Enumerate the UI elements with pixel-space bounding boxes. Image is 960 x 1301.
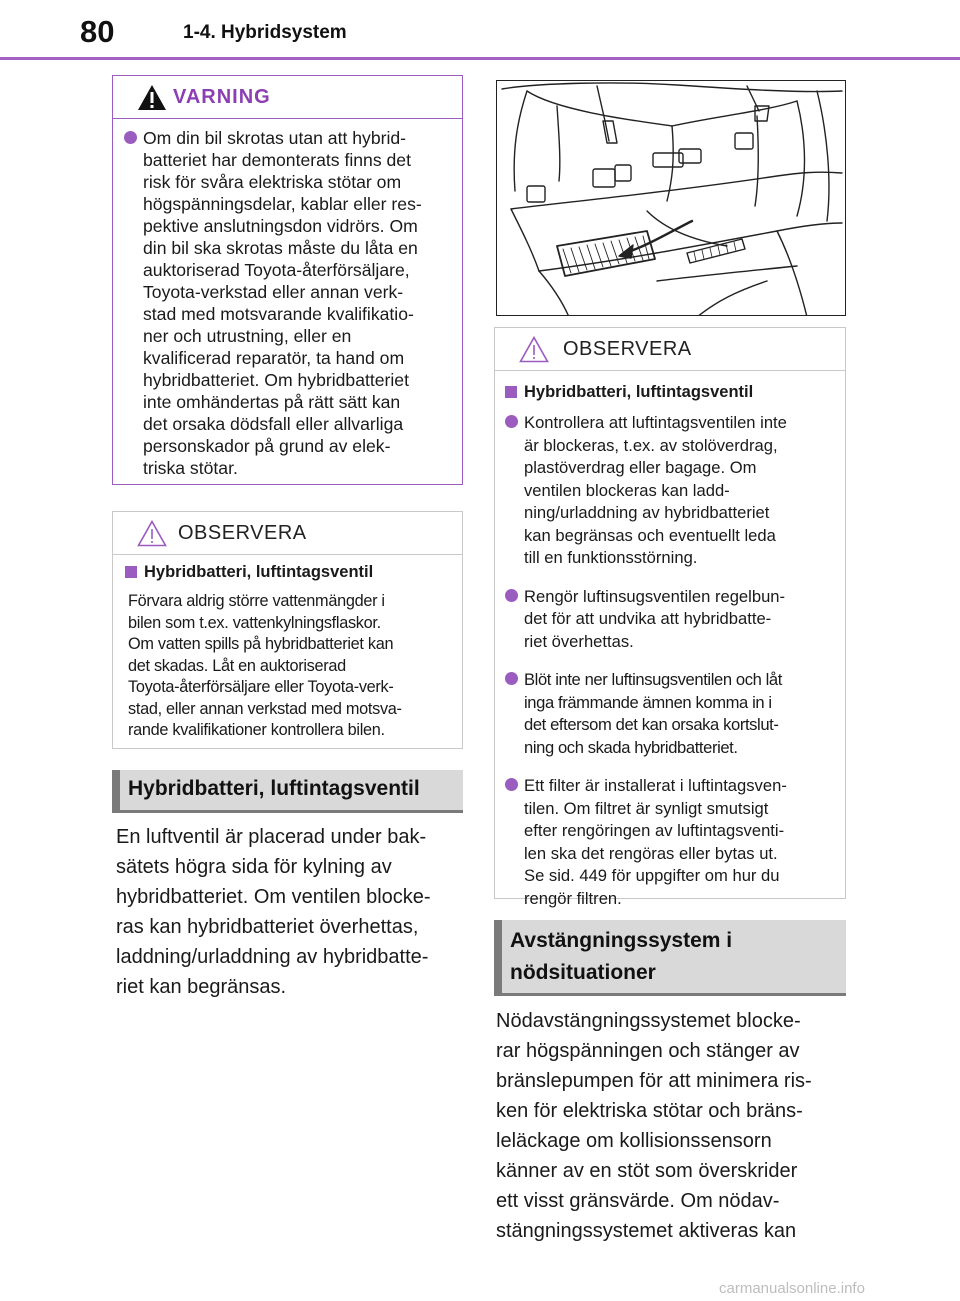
bullet-dot-icon bbox=[505, 589, 518, 602]
notice-title-right: OBSERVERA bbox=[563, 338, 692, 360]
notice-subheading-right bbox=[503, 383, 837, 402]
notice-body-right bbox=[495, 371, 845, 910]
rear-seat-air-vent-illustration bbox=[496, 80, 846, 316]
notice-header-right bbox=[495, 328, 845, 371]
notice-bullet-text: Rengör luftinsugsventilen regelbun- det för att undvika att hybridbatte- riet överhettas. bbox=[524, 586, 786, 651]
warning-body bbox=[113, 119, 462, 479]
bullet-dot-icon bbox=[505, 672, 518, 685]
caution-triangle-icon bbox=[519, 336, 549, 363]
warning-title: VARNING bbox=[173, 86, 271, 108]
watermark: carmanualsonline.info bbox=[719, 1280, 865, 1297]
body-paragraph-right: Nödavstängningssystemet blocke- rar högspänningen och stänger av bränslepumpen för att minimera ris- ken för elektriska stötar och bräns- leläckage om kollisionssensorn känner av en stöt som överskrider ett visst gränsvärde. Om nödav- stängningssystemet aktiveras kan bbox=[496, 1010, 812, 1242]
warning-box bbox=[112, 75, 463, 485]
notice-text-left: Förvara aldrig större vattenmängder i bilen som t.ex. vattenkylningsflaskor. Om vatten spills på hybridbatteriet kan det skadas. Låt en auktoriserad Toyota-återförsäljare eller Toyota-verk- stad, eller annan verkstad med motsva- rande kvalifikationer kontrollera bilen. bbox=[128, 592, 402, 739]
bullet-dot-icon bbox=[505, 778, 518, 791]
notice-header-left bbox=[113, 512, 462, 555]
square-bullet-icon bbox=[125, 566, 137, 578]
heading-right: Avstängningssystem i nödsituationer bbox=[510, 929, 733, 984]
notice-title-left: OBSERVERA bbox=[178, 522, 307, 544]
warning-header bbox=[113, 76, 462, 119]
page-number: 80 bbox=[80, 14, 115, 49]
notice-box-left bbox=[112, 511, 463, 749]
notice-bullet-text: Ett filter är installerat i luftintagsven- tilen. Om filtret är synligt smutsigt efter rengöringen av luftintagsventi- len ska det rengöras eller bytas ut. Se sid. 449 för uppgifter om hur du rengör filtren. bbox=[524, 776, 787, 908]
heading-bar-left bbox=[112, 770, 463, 813]
square-bullet-icon bbox=[505, 386, 517, 398]
notice-bullet bbox=[503, 412, 837, 570]
header-rule bbox=[0, 57, 960, 60]
notice-bullet bbox=[503, 669, 837, 759]
rear-seat-drawing bbox=[497, 81, 846, 316]
notice-subheading-text-right: Hybridbatteri, luftintagsventil bbox=[524, 383, 754, 401]
warning-triangle-icon bbox=[137, 84, 167, 111]
notice-bullet-text: Blöt inte ner luftinsugsventilen och låt inga främmande ämnen komma in i det eftersom det kan orsaka kortslut- ning och skada hybridbatteriet. bbox=[524, 670, 782, 757]
notice-bullet bbox=[503, 586, 837, 654]
bullet-dot-icon bbox=[505, 415, 518, 428]
notice-bullet-text: Kontrollera att luftintagsventilen inte är blockeras, t.ex. av stolöverdrag, plastöverdrag eller bagage. Om ventilen blockeras kan ladd- ning/urladdning av hybridbatteriet kan begränsas och eventuellt leda till en funktionsstörning. bbox=[524, 413, 787, 567]
notice-bullet bbox=[503, 775, 837, 910]
notice-body-left bbox=[113, 555, 462, 742]
heading-left: Hybridbatteri, luftintagsventil bbox=[128, 777, 420, 800]
body-paragraph-left: En luftventil är placerad under bak- sätets högra sida för kylning av hybridbatteriet. Om ventilen blocke- ras kan hybridbatteriet överhettas, laddning/urladdning av hybridbatte- riet kan begränsas. bbox=[116, 826, 431, 998]
warning-bullet bbox=[122, 127, 448, 479]
notice-subheading-left bbox=[123, 563, 452, 582]
page-header bbox=[0, 0, 960, 64]
notice-box-right bbox=[494, 327, 846, 908]
bullet-dot-icon bbox=[124, 131, 137, 144]
section-title: 1-4. Hybridsystem bbox=[183, 22, 347, 43]
caution-triangle-icon bbox=[137, 520, 167, 547]
warning-text: Om din bil skrotas utan att hybrid- batteriet har demonterats finns det risk för svåra elektriska stötar om högspänningsdelar, kablar eller res- pektive anslutningsdon vidrörs. Om din bil ska skrotas måste du låta en auktoriserad Toyota-återförsäljare, Toyota-verkstad eller annan verk- stad med motsvarande kvalifikatio- ner och utrustning, eller en kvalificerad reparatör, ta hand om hybridbatteriet. Om hybridbatteriet inte omhändertas på rätt sätt kan det orsaka dödsfall eller allvarliga personskador på grund av elek- triska stötar. bbox=[143, 128, 422, 478]
heading-bar-right bbox=[494, 920, 846, 996]
notice-subheading-text-left: Hybridbatteri, luftintagsventil bbox=[144, 563, 374, 581]
